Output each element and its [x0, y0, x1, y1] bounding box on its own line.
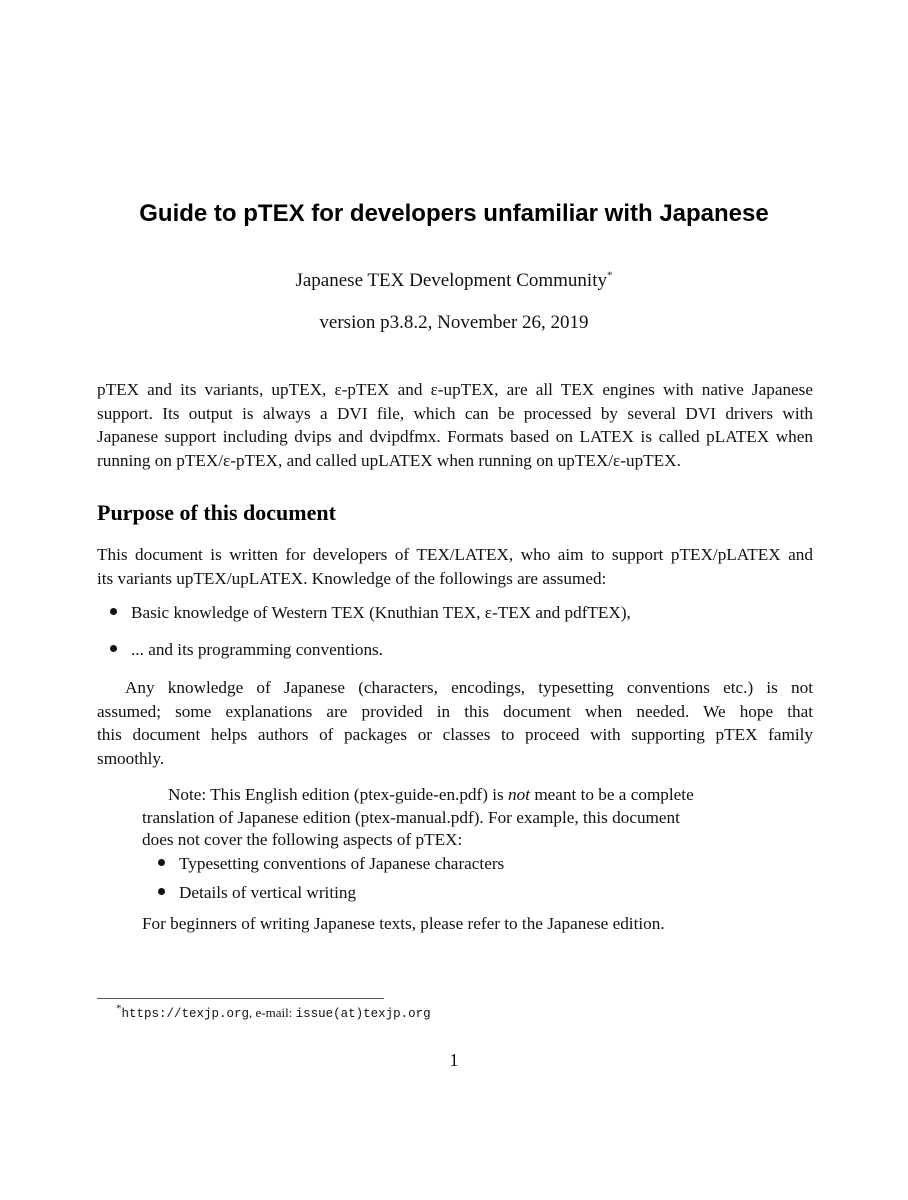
note-closing: [142, 913, 772, 936]
note-list: [158, 854, 504, 912]
purpose-paragraph: [97, 543, 813, 590]
note-block: [142, 784, 772, 852]
footnote-rule: [97, 998, 384, 999]
assumed-knowledge-list: [110, 603, 790, 677]
author-name: Japanese TEX Development Community: [295, 270, 607, 291]
list-item: [110, 640, 790, 677]
assumption-line: smoothly.: [97, 748, 165, 768]
footnote-url[interactable]: https://texjp.org: [121, 1007, 250, 1021]
page-number: 1: [449, 1050, 459, 1070]
list-item-text: Details of vertical writing: [179, 883, 357, 902]
purpose-line: This document is written for developers of TEX/LATEX, who aim to support pTEX/pLATEX and: [97, 545, 813, 564]
list-item-text: ... and its programming conventions.: [131, 640, 384, 659]
bullet-icon: [110, 645, 117, 652]
section-heading: Purpose of this document: [97, 500, 336, 525]
list-item-text: Basic knowledge of Western TEX (Knuthian TEX, ε-TEX and pdfTEX),: [131, 603, 631, 622]
assumption-line: this document helps authors of packages or classes to proceed with supporting pTEX family: [97, 725, 813, 744]
footnote: [116, 1002, 431, 1021]
intro-line: support. Its output is always a DVI file, which can be processed by several DVI drivers with: [97, 403, 813, 423]
footnote-mark: *: [116, 1002, 122, 1015]
list-item: [158, 854, 504, 883]
note-line: does not cover the following aspects of pTEX:: [142, 830, 463, 849]
list-item: [158, 883, 504, 912]
footnote-separator: , e-mail:: [249, 1005, 296, 1020]
note-line-text: Note: This English edition (ptex-guide-en.pdf) is not meant to be a complete: [168, 785, 694, 804]
author-line: [0, 270, 908, 292]
purpose-line: its variants upTEX/upLATEX. Knowledge of the followings are assumed:: [97, 568, 607, 588]
note-line: translation of Japanese edition (ptex-manual.pdf). For example, this document: [142, 807, 680, 827]
footnote-email: issue(at)texjp.org: [295, 1007, 431, 1021]
intro-line: pTEX and its variants, upTEX, ε-pTEX and ε-upTEX, are all TEX engines with native Japanese: [97, 380, 813, 399]
bullet-icon: [110, 608, 117, 615]
list-item: [110, 603, 790, 640]
list-item-text: Typesetting conventions of Japanese characters: [179, 854, 505, 873]
assumption-line: Any knowledge of Japanese (characters, encodings, typesetting conventions etc.) is not: [125, 678, 813, 697]
assumption-line: assumed; some explanations are provided in this document when needed. We hope that: [97, 701, 813, 721]
bullet-icon: [158, 888, 165, 895]
note-closing-text: For beginners of writing Japanese texts, please refer to the Japanese edition.: [142, 914, 665, 933]
bullet-icon: [158, 859, 165, 866]
note-line: [142, 784, 772, 807]
intro-line: running on pTEX/ε-pTEX, and called upLATEX when running on upTEX/ε-upTEX.: [97, 450, 681, 470]
paper-title: Guide to pTEX for developers unfamiliar with Japanese: [139, 200, 769, 227]
intro-paragraph: [97, 378, 813, 472]
assumption-paragraph: [97, 676, 813, 770]
version-line: version p3.8.2, November 26, 2019: [319, 312, 589, 333]
intro-line: Japanese support including dvips and dvipdfmx. Formats based on LATEX is called pLATEX when: [97, 427, 813, 446]
author-footnote-mark: *: [607, 269, 613, 282]
